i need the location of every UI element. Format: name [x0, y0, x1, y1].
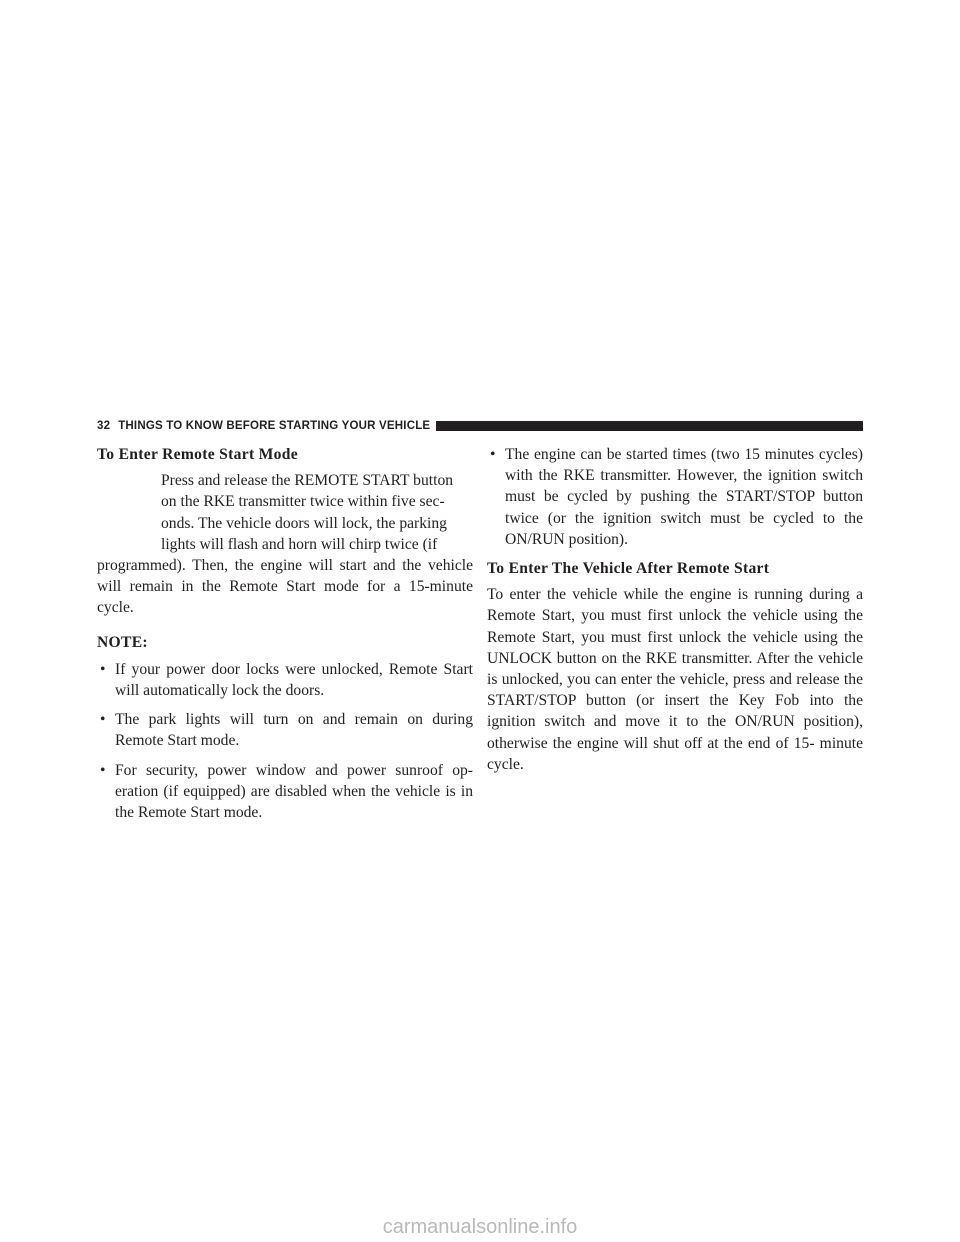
- intro-line: lights will flash and horn will chirp twice (if: [161, 535, 438, 553]
- note-list: [97, 659, 473, 823]
- list-item-text: If your power door locks were unlocked, Remote Start will automatically lock the doors.: [115, 660, 473, 700]
- list-item-text: For security, power window and power sunroof op- eration (if equipped) are disabled when the vehicle is in the Remote Start mode.: [115, 761, 473, 822]
- header-rule: [436, 421, 863, 431]
- list-item-text: The park lights will turn on and remain on during Remote Start mode.: [115, 711, 473, 750]
- right-column: [487, 444, 863, 775]
- list-item: [487, 444, 863, 550]
- section-title: THINGS TO KNOW BEFORE STARTING YOUR VEHICLE: [118, 420, 431, 432]
- list-item: [97, 659, 473, 701]
- list-item: [97, 709, 473, 751]
- bullet-icon: •: [490, 446, 496, 463]
- heading-enter-remote-start-mode: To Enter Remote Start Mode: [97, 446, 298, 463]
- page-header: [97, 418, 863, 434]
- bullet-icon: •: [100, 660, 106, 678]
- footer-watermark: carmanualsonline.info: [0, 1213, 960, 1242]
- intro-line: Press and release the REMOTE START button: [161, 472, 454, 490]
- intro-continuation: programmed). Then, the engine will start and the vehicle will remain in the Remote Start mode for a 15-minute cycle.: [97, 557, 473, 617]
- engine-cycle-list: [487, 444, 863, 550]
- enter-vehicle-paragraph: To enter the vehicle while the engine is running during a Remote Start, you must first unlock the vehicle using the Remote Start, you must first unlock the vehicle using the UNLOCK button on the RKE transmitter. After the vehicle is unlocked, you can enter the vehicle, press and release the START/STOP button (or insert the Key Fob into the ignition switch and move it to the ON/RUN position), otherwise the engine will shut off at the end of 15- minute cycle.: [487, 586, 863, 773]
- list-item-text: The engine can be started times (two 15 minutes cycles) with the RKE transmitter. However, the ignition switch must be cycled by pushing the START/STOP button twice (or the ignition switch must be cycled to the ON/RUN position).: [505, 446, 863, 548]
- bullet-icon: •: [100, 761, 106, 779]
- intro-paragraph: [97, 470, 473, 618]
- heading-enter-vehicle-after-remote-start: To Enter The Vehicle After Remote Start: [487, 560, 770, 578]
- left-column: [97, 444, 473, 831]
- page-number: 32: [97, 420, 111, 432]
- bullet-icon: •: [100, 711, 106, 729]
- intro-line: onds. The vehicle doors will lock, the parking: [161, 514, 447, 532]
- list-item: [97, 760, 473, 824]
- note-label: NOTE:: [97, 633, 148, 651]
- intro-line: on the RKE transmitter twice within five sec-: [161, 493, 445, 511]
